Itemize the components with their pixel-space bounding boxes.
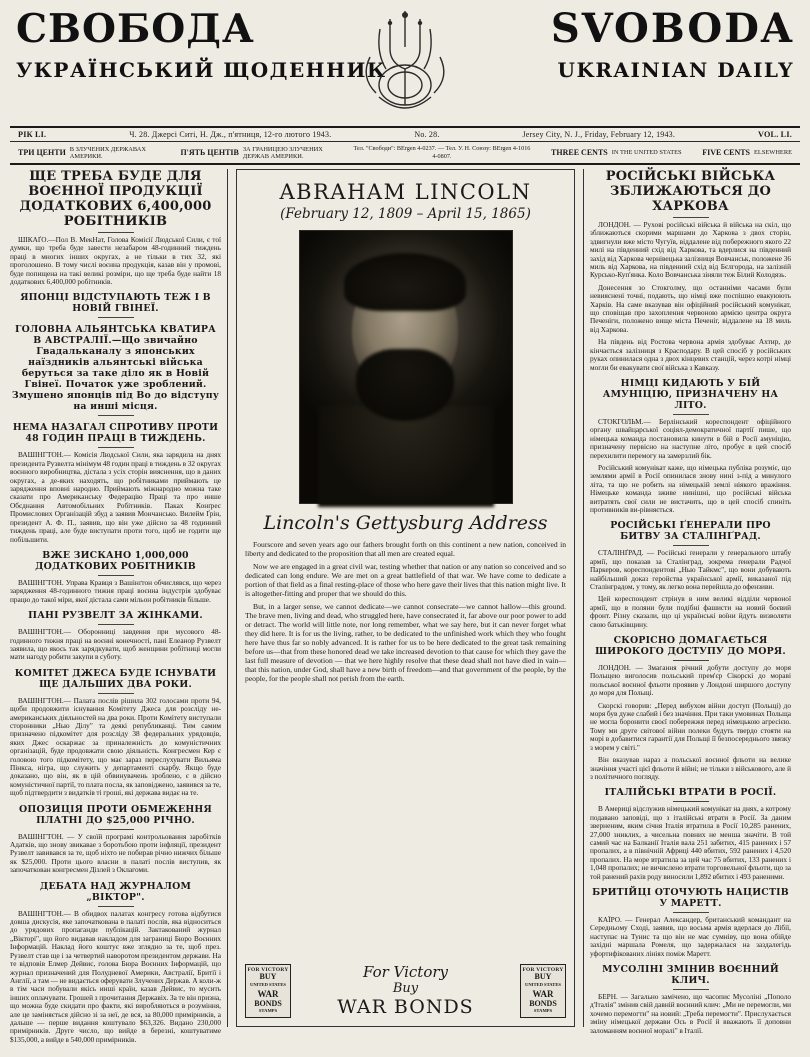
headline-divider: [98, 447, 134, 448]
article-headline: МУСОЛІНІ ЗМІНИВ ВОЄННИЙ КЛИЧ.: [602, 964, 779, 986]
stamp-right-victory: FOR VICTORY: [522, 966, 564, 973]
article-headline: СКОРІСНО ДОМАГАЄТЬСЯ ШИРОКОГО ДОСТУПУ ДО МОРЯ.: [595, 635, 786, 658]
headline-divider: [98, 317, 134, 318]
issue-date-en: Jersey City, N. J., Friday, February 12, 1943.: [522, 130, 676, 139]
headline-divider: [673, 989, 709, 990]
article-paragraph: ЛОНДОН. — Рухові російські війська й війська на скіл, що зближаються скорими маршами до Харкова з двох сторін, здвигнули вже місто Чугуїв, віддалене від побережного якого 22 милі на південний схід від Харкова, та вдерлися на південний захід від Харкова чернівецька залізниця Вовчанськ, положене 36 миль від Харкова, на південний схід від Бєлгорода, на залізній Курсько-Куп'янка. Коло Вовчанська зіняли теж Білий Колодязь.: [590, 220, 791, 280]
masthead: [10, 6, 800, 126]
article-headline: ПАНІ РУЗВЕЛТ ЗА ЖІНКАМИ.: [28, 610, 203, 622]
lincoln-feature: [236, 169, 575, 1027]
headline-divider: [98, 232, 134, 233]
issue-number-en: No. 28.: [414, 130, 440, 139]
article-paragraph: Донесення зо Стокголму, що останніми часами були невияснені точні, подають, що німці вже поспішно евакуюють Харків. На саме вказував він офіційний російський комунікат, що сповіщав про захоплення червоною армією центра округа Печеніги, положено вище міста Печеніг, віддалене на 18 миль від Харкова.: [590, 282, 791, 334]
article-paragraph: ЛОНДОН. — Змагання річний добути доступу до моря Польщею виголосив польський прем'єр Сікорскі до мораві польської воєнної фльоти проявив у Лондоні ширшого доступу до моря для Польщі.: [590, 663, 791, 698]
article-paragraph: КАЇРО. — Генерал Александер, британський командант на Середньому Сході, заявив, що восьма армія вдерлася до Лібії, наступає на Тунис та що він не має сумніву, що вона обійде західні маршала Ромеля, що задержалася на заздалегідь уфортифікованих лініях поміж Маретт.: [590, 914, 791, 958]
stamp-left-bonds: BONDS: [254, 998, 282, 1008]
article-paragraph: ВАШІНГТОН.— Комісія Людської Сили, яка зарядила на днях президента Рузвелта мінімум 48 годин праці в тиждень в 32 округах воєнного виробництва, дістала з усіх сторін вияснення, що в даних округах, а де-яких находять, що робітниками приймають це зарядження вповні народно. Приймають міжнародно можна таке сказати про Американську Федерацію Праці та про инше Обєднання Автомобільних Робітників. Паках Конґрес Промислових Організацій збуд а заявив Мончансько. Вилейм Ґрін, президент А. Ф. П., заявив, що він уже дійсно за 48 годинний тиждень праці, але буде виступати проти того, щоб не годити ще побільшити.: [10, 450, 221, 544]
article-paragraph: ВАШІНГТОН. Управа Кравця з Вашінґтон обчислявся, що через зарядження 48-годинного тижня праці воєнна індустрія здобуває працю до такої міри, якої дістала сами мільон робітників більше.: [10, 577, 221, 604]
headline-divider: [673, 545, 709, 546]
headline-divider: [98, 906, 134, 907]
issue-year: РІК LI.: [18, 130, 47, 139]
article-headline: РОСІЙСЬКІ ВІЙСЬКА ЗБЛИЖАЮТЬСЯ ДО ХАРКОВА: [605, 169, 776, 214]
bonds-line-3: WAR BONDS: [337, 996, 474, 1018]
phone-line-2: 4-0807.: [432, 152, 452, 160]
article-headline: НІМЦІ КИДАЮТЬ У БІЙ АМУНІЦІЮ, ПРИЗНАЧЕНУ НА ЛІТО.: [602, 377, 779, 411]
article-headline: РОСІЙСЬКІ ҐЕНЕРАЛИ ПРО БИТВУ ЗА СТАЛІНҐРАД.: [610, 520, 771, 543]
paper-title-en: SVOBODA: [550, 5, 794, 52]
article-paragraph: Скорскі говорив: „Перед вибухом війни доступ (Польщі) до моря був дуже слабий і без значіння. При таки умовинах Польща не могла боронити своєї побережжя перед німецькою агресією. Тому ми друге світової війни полеки будуть твердо стояти на морі в добавитися гарантії для Польщі її безпосереднього звязку з морем у світі.": [590, 700, 791, 752]
paper-title-ua: СВОБОДА: [16, 6, 255, 52]
article-paragraph: Він вказував нараз а польської воєнної фльоти на велике значіння участі цієї фльоти й війні; не тільки з військового, але й з політичного погляду.: [590, 755, 791, 781]
price-ua-five-label: П'ЯТЬ ЦЕНТІВ: [180, 148, 239, 157]
price-en-three: [551, 148, 682, 157]
article-paragraph: ВАШІНГТОН. — У своїй програмі контрольовання заробітків Адатків, що знову звикавае з боротьбою проти інфляції, президент Рузвелт завивався за те, щоб ніхто не побирав річно нижчих більше як $25,000. Проти цього власни в палаті послів виступив, як започаткован конгресмен Дізлей з Оклагоми.: [10, 831, 221, 875]
gettysburg-para-3: But, in a larger sense, we cannot dedicate—we cannot consecrate—we cannot hallow—this ground. The brave men, living and dead, who struggled here, have consecrated it, far above our poor power to add or detract. The world will little note, nor long remember, what we say here, but it can never forget what they did here. It is for us the living, rather, to be dedicated to the unfinished work which they who fought here have thus far so nobly advanced. It is rather for us to be here dedicated to the great task remaining before us—that from these honored dead we take increased devotion to that cause for which they gave the last full measure of devotion — that we here highly resolve that these dead shall not have died in vain—that this nation, under God, shall have a new birth of freedom—and that government of the people, by the people, for the people shall not perish from the earth.: [245, 602, 566, 683]
price-ua-three-label: ТРИ ЦЕНТИ: [18, 148, 66, 157]
stamp-left-buy: BUY: [259, 972, 277, 982]
stamp-left-stamps: STAMPS: [258, 1008, 278, 1014]
column-left: [10, 169, 228, 1044]
gettysburg-address-title: Lincoln's Gettysburg Address: [263, 512, 548, 534]
article-paragraph: БЕРН. — Загально замічено, що часопис Мусоліні „Пополо д'Італія" змінив свій давній воєнний клич: „Ми не перемогли, ми хочемо перемогти" на новий: „Треба перемогти". Прислухається зміну німецької держави Ось в Росії й вважають її доповни заломанням воєнної моралі" в Італії.: [590, 992, 791, 1035]
abraham-lincoln-portrait: [299, 230, 513, 504]
stamp-right-war: WAR: [532, 988, 554, 999]
article-paragraph: Російський комунікат каже, що німецька публіка розуміє, що землями армії в Росії опинилася знову нині з-під а минулого літа, та що не робить на німецькій землі ніякого вражіння. Німецьке команда зживе нинішні, що російські війська витратять свої сили не вистачить, що в цей спосіб спиніть противників ви-рівняється.: [590, 462, 791, 514]
gettysburg-para-2: Now we are engaged in a great civil war, testing whether that nation or any nation so conceived and so dedicated can long endure. We are met on a great battlefield of that war. We have come to dedicate a portion of that field as a final resting-place of those who here gave their lives that this nation might live. It is altogether-fitting and proper that we should do this.: [245, 562, 566, 598]
article-headline: ЯПОНЦІ ВІДСТУПАЮТЬ ТЕЖ І В НОВІЙ ГВІНЕЇ.: [20, 292, 211, 315]
trident-eagle-emblem: [345, 6, 465, 124]
column-right: [583, 169, 791, 1035]
price-ua-five-note: ЗА ГРАНИЦЕЮ ЗЛУЧЕНИХ ДЕРЖАВ АМЕРИКИ.: [242, 145, 323, 160]
war-bonds-stamp-left: [245, 964, 291, 1018]
bonds-line-1: For Victory: [362, 963, 449, 981]
headline-divider: [673, 414, 709, 415]
price-en-five-label: FIVE CENTS: [702, 148, 751, 157]
price-ua-three-note: В ЗЛУЧЕНИХ ДЕРЖАВАХ АМЕРИКИ.: [69, 145, 146, 160]
price-ua-three: [18, 146, 160, 160]
price-en-five: [702, 148, 792, 157]
stamp-left-victory: FOR VICTORY: [247, 966, 289, 973]
masthead-rule-bottom: [10, 163, 800, 165]
phone-numbers: [354, 145, 531, 160]
stamp-right-united: UNITED STATES: [525, 982, 561, 988]
article-headline: ГОЛОВНА АЛЬЯНТСЬКА КВАТИРА В АВСТРАЛІЇ.—Що звичайно Гвадальканалу з японських наїздників альянтські війська беруться за таке діло як в Новій Гвінеї. Початок уже зроблений. Змушено японців під Во до відступу на инші місця.: [11, 324, 220, 413]
bonds-line-2: Buy: [392, 981, 419, 996]
price-line: [10, 142, 800, 163]
war-bonds-text: [291, 963, 520, 1018]
article-paragraph: В Америці відслужив німецький комунікат на днях, а котрому подавано заповіді, що з італійські втрати в Росії. За даним зверненим, яким січня Італія втратила в Росії 10,285 ранених, 27,000 зниклих, а чисельна повних не менша значіти. В той самий час на Балканії Італія вала 251 забитих, 415 ранених і 57 пропалих, а в північній Африці 440 вбитих, 592 ранених і 4,520 пропалих. На море втратила за цей час 75 вбитих, 133 ранених і 1,048 пропалих; не вичислено втрати торговельної фльоти, що за той ранений рахів роду виносили 1,892 вбитих і 493 раненими.: [590, 804, 791, 881]
headline-divider: [98, 575, 134, 576]
war-bonds-ad: [245, 957, 566, 1018]
page-body: [10, 169, 800, 1044]
price-en-five-note: ELSEWHERE: [754, 149, 792, 156]
phone-line-1: Тел. "Свободи": BErgen 4-0237. — Тел. У. Н. Союзу: BErgen 4-1016: [353, 145, 531, 152]
article-paragraph: ШІКАҐО.—Пол В. МекНат, Голова Комісії Людської Сили, є тої думки, що треба буде завести незабаром 48-годинний тиждень праці в многих інших округах, а не тільки в тих 32, які проголошено. В тому числі воєнна продукція, казав він у промові, буде попищена на такі великі розміри, що ще треба буде найти 18 додаткових 6,400,000 робітників.: [10, 235, 221, 287]
price-en-three-label: THREE CENTS: [551, 148, 608, 157]
article-paragraph: СТОКГОЛЬМ.— Берлінський кореспондент офіційного органу швайцарської соціял-демократичної партії пише, що німецька команда постановила кинути в бій в Росії амуніцію, призначену первісно на наступне літо, пробує в цей спосіб перехилити перемогу на замерзлий бік.: [590, 416, 791, 460]
headline-divider: [98, 829, 134, 830]
article-paragraph: На південь від Ростова червона армія здобуває Ахтир, де кінчається залізниця з Красподару. В цей спосіб у російських руках опинилася одна з двох кінцевих станцій, через котрі німці могли би евакувати свої війська з Кавказу.: [590, 337, 791, 372]
article-headline: КОМІТЕТ ДЖЕСА БУДЕ ІСНУВАТИ ЩЕ ДАЛЬШИХ ДВА РОКИ.: [14, 667, 217, 690]
article-headline: НЕМА НАЗАГАЛ СПРОТИВУ ПРОТИ 48 ГОДИН ПРАЦІ В ТИЖДЕНЬ.: [12, 422, 219, 445]
lincoln-dates: (February 12, 1809 – April 15, 1865): [280, 206, 531, 222]
headline-divider: [673, 912, 709, 913]
column-middle: [228, 169, 583, 1027]
stamp-left-united: UNITED STATES: [250, 982, 286, 988]
article-paragraph: ВАШІНГТОН.— Оборонниці завдення при мусового 48-годинного тижня праці на воєнні конечності, пані Елеанор Рузвелт заявила, що якось так зарядкувати, щоб женщини робітниці могли мати нагоду робити закупи в суботу.: [10, 627, 221, 662]
masthead-ukrainian: [16, 6, 387, 84]
article-headline: ВЖЕ ЗИСКАНО 1,000,000 ДОДАТКОВИХ РОБІТНИКІВ: [35, 549, 196, 572]
headline-divider: [98, 415, 134, 416]
issue-date-ua: Ч. 28. Джерсі Ситі, Н. Дж., п'ятниця, 12-го лютого 1943.: [129, 130, 332, 139]
paper-subtitle-en: UKRAINIAN DAILY: [557, 58, 794, 82]
gettysburg-para-1: Fourscore and seven years ago our fathers brought forth on this continent a new nation, conceived in liberty and dedicated to the proposition that all men are created equal.: [245, 540, 566, 558]
war-bonds-stamp-right: [520, 964, 566, 1018]
price-en-three-note: IN THE UNITED STATES: [611, 149, 682, 156]
article-headline: ІТАЛІЙСЬКІ ВТРАТИ В РОСІЇ.: [604, 787, 777, 799]
issue-info-line: [10, 128, 800, 141]
stamp-left-war: WAR: [257, 988, 279, 999]
headline-divider: [673, 801, 709, 802]
headline-divider: [673, 217, 709, 218]
article-headline: ЩЕ ТРЕБА БУДЕ ДЛЯ ВОЄННОЇ ПРОДУКЦІЇ ДОДАТКОВИХ 6,400,000 РОБІТНИКІВ: [19, 169, 212, 229]
article-paragraph: СТАЛІНҐРАД. — Російські ґенерали у ґенерального штабу армії, що показав за Сталінград, зокрема ґенерали Радчої Паркеров, кореспондентові „Нью Тайкмс", що вони добувають найбільший доказ геройства української армії, виказаної під Сталінградом, у тому, як легко вона перейшла до офензиви.: [590, 548, 791, 591]
headline-divider: [98, 624, 134, 625]
price-ua-five: [180, 146, 332, 160]
article-paragraph: Цей кореспондент стрінув в ним великі відділи червоної армії, що в поляни були подібні фашисти на новий боєвий фронт. Різну сказали, що ці українські воїни йдуть визволяти свою батьківщину.: [590, 594, 791, 629]
issue-vol: VOL. LI.: [758, 130, 792, 139]
article-headline: ДЕБАТА НАД ЖУРНАЛОМ „ВІКТОР".: [39, 880, 192, 903]
article-headline: ОПОЗИЦІЯ ПРОТИ ОБМЕЖЕННЯ ПЛАТНІ ДО $25,000 РІЧНО.: [19, 803, 212, 826]
stamp-right-buy: BUY: [534, 972, 552, 982]
headline-divider: [673, 660, 709, 661]
stamp-right-stamps: STAMPS: [533, 1008, 553, 1014]
article-paragraph: ВАШІНГТОН.— Палата послів рішила 302 голосами проти 94, щоби продовжити існування Комітету Джеса для розсліду не-американських діяльностей на два роки. Проти Комітету виступали сторонники „Нью Ділу" та деякі републиканці. Тим самим призначено підкомітет для розсліду 38 федеральних урядовців, яких Джес оскаржає за приналежність до комуністичних організацій, буде продовжати свою діяльність. Конгресмен Кер є головою того підкомітету, що має зараз переслухувати Вильяма Пінкса, нігра, що служить у департаменті скарбу. Якщо буде доказано, що він, як в цій обвинувачень зроблено, є в дійсно комуністичної партії, то плата посла, як заповіджено, заявився за те, щоб підтвердити з видатків ті гроші, які держава видає на те.: [10, 695, 221, 798]
masthead-english: [489, 6, 794, 84]
stamp-right-bonds: BONDS: [529, 998, 557, 1008]
lincoln-title: ABRAHAM LINCOLN: [279, 180, 532, 204]
headline-divider: [98, 693, 134, 694]
article-headline: БРИТІЙЦІ ОТОЧУЮТЬ НАЦИСТІВ У МАРЕТТ.: [592, 886, 789, 909]
article-paragraph: ВАШІНГТОН.— В обидвох палатах конгресу готова відбутися довша дискусія, яке започаткована в палаті послів, яка відноситься до урядових пропаганди публікацій. Зактакований журнал „Вікторі", що його видавав накладом для заграниці Бюро Воєнних Інформацій. Наклад його коштує вже зглядно за те, щоб през. Рузвелт став ще і за четвертий наворотом президентом держави. На те відповів Елмер Дейвис, голова Бюра Воєнних Інформацій, що журнал призначений для Полудневої Америки, Австралії, Бритії і Англії, а там — не видається оферувати Злучених Держав. А коли-ж в тім часи побували якісь инші країн, казав Дейвис, то мусить інших оплачувати. Грошей з прочитання Державіх. За те він призна, що можна буде скидати про факти, які виробляються в розуміння, але це заміняється дійсно зі за неї, де вся, за 80,000 примірників, а дальше — перше видання коштувало $63,326. Видано 230,000 примірників. Друге число, що вийде в березні, коштуватиме $135,000, а вийде в 540,000 примірників.: [10, 908, 221, 1044]
paper-subtitle-ua: УКРАЇНСЬКИЙ ЩОДЕННИК: [16, 58, 387, 82]
